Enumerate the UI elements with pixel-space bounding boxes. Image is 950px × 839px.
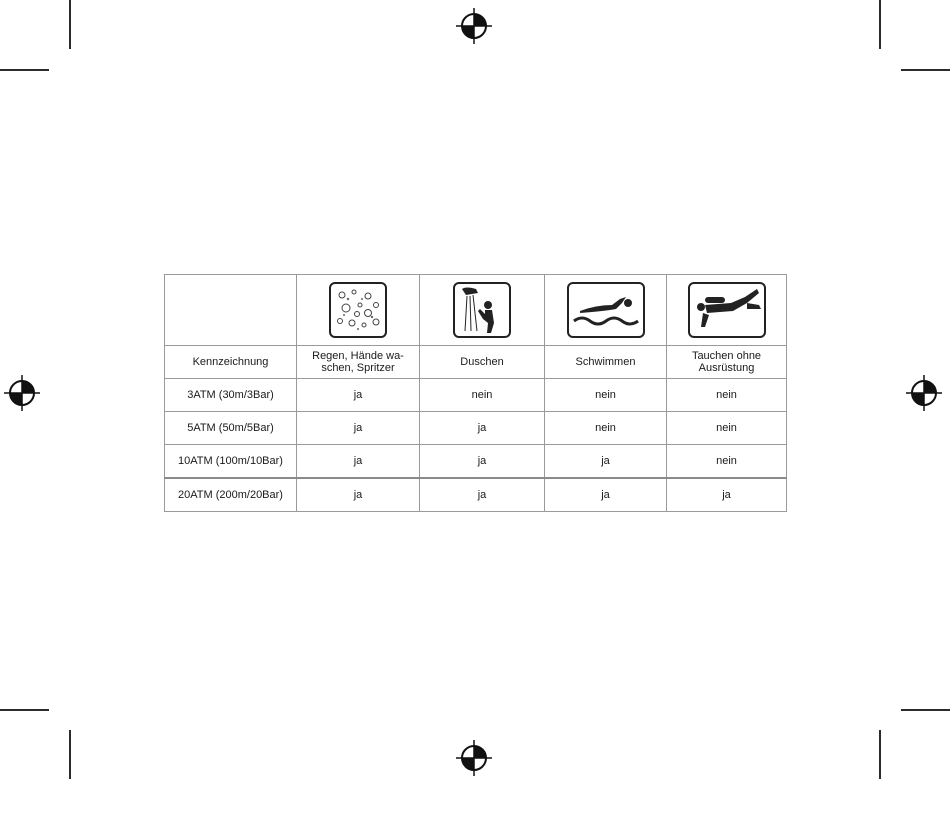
table-row	[165, 379, 787, 412]
splash-icon	[328, 281, 388, 339]
table-cell: nein	[545, 379, 667, 412]
swimmer-icon	[566, 281, 646, 339]
table-cell: ja	[545, 478, 667, 512]
table-row	[165, 445, 787, 479]
table-cell: ja	[545, 445, 667, 479]
icon-cell	[545, 275, 667, 346]
crop-mark-bottom-right-h	[901, 709, 950, 711]
table-cell: ja	[420, 412, 545, 445]
column-header: Duschen	[420, 346, 545, 379]
crop-mark-top-left-h	[0, 69, 49, 71]
rating-label: 20ATM (200m/20Bar)	[165, 478, 297, 512]
table-cell: ja	[297, 412, 420, 445]
crop-mark-top-right-h	[901, 69, 950, 71]
empty-corner-cell	[165, 275, 297, 346]
table-cell: nein	[667, 412, 787, 445]
table-cell: ja	[420, 445, 545, 479]
registration-mark-icon	[454, 6, 494, 46]
rating-label: 5ATM (50m/5Bar)	[165, 412, 297, 445]
column-header: Regen, Hände wa- schen, Spritzer	[297, 346, 420, 379]
crop-mark-bottom-left-v	[69, 730, 71, 779]
icon-row	[165, 275, 787, 346]
water-resistance-table	[164, 274, 787, 512]
table-cell: ja	[297, 379, 420, 412]
diver-icon	[687, 281, 767, 339]
column-header: Schwimmen	[545, 346, 667, 379]
rating-label: 3ATM (30m/3Bar)	[165, 379, 297, 412]
table-cell: ja	[667, 478, 787, 512]
table-cell: nein	[545, 412, 667, 445]
icon-cell	[297, 275, 420, 346]
column-header: Tauchen ohne Ausrüstung	[667, 346, 787, 379]
table-cell: ja	[297, 478, 420, 512]
table-cell: nein	[667, 379, 787, 412]
registration-mark-icon	[904, 373, 944, 413]
icon-cell	[420, 275, 545, 346]
crop-mark-bottom-left-h	[0, 709, 49, 711]
table-row	[165, 478, 787, 512]
crop-mark-top-left-v	[69, 0, 71, 49]
row-header-label: Kennzeichnung	[165, 346, 297, 379]
registration-mark-icon	[2, 373, 42, 413]
icon-cell	[667, 275, 787, 346]
shower-icon	[452, 281, 512, 339]
table-cell: nein	[667, 445, 787, 479]
crop-mark-top-right-v	[879, 0, 881, 49]
table-cell: ja	[420, 478, 545, 512]
rating-label: 10ATM (100m/10Bar)	[165, 445, 297, 479]
header-row	[165, 346, 787, 379]
table-cell: ja	[297, 445, 420, 479]
crop-mark-bottom-right-v	[879, 730, 881, 779]
table-row	[165, 412, 787, 445]
registration-mark-icon	[454, 738, 494, 778]
table-cell: nein	[420, 379, 545, 412]
